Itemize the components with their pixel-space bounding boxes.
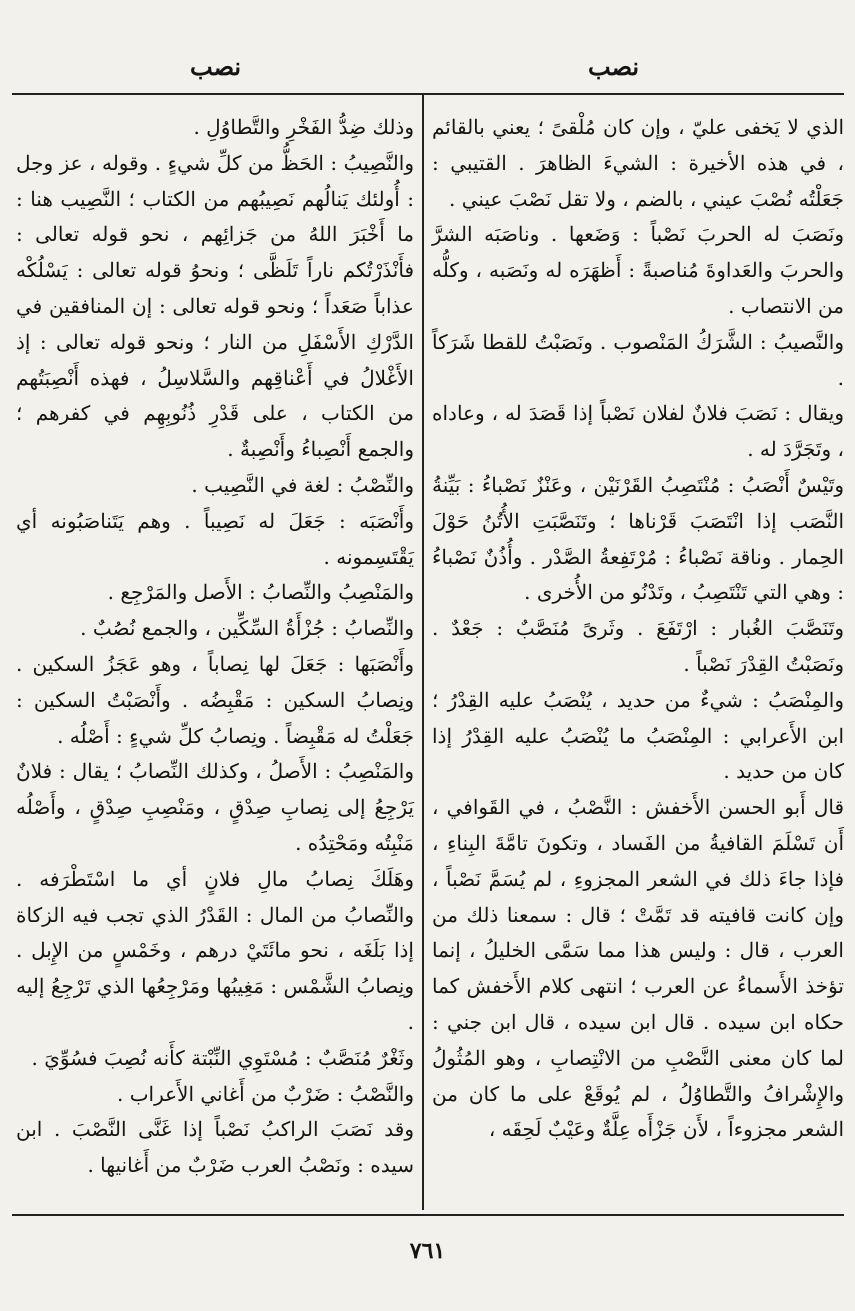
paragraph: وأَنْصَبَها : جَعَلَ لها نِصاباً ، وهو عَجَزُ السكين . ونِصابُ السكين : مَقْبِضُه . وأَنْصَبْتُ السكين : جَعَلْتُ له مَقْبِضاً . ونِصابُ كلِّ شيءٍ : أَصْلُه . [16,651,414,748]
paragraph: وأَنْصَبَه : جَعَلَ له نَصِيباً . وهم يَتَناصَبُونه أي يَقْتَسِمونه . [16,508,414,569]
paragraph: وتَنَصَّبَ الغُبار : ارْتَفَعَ . وثَرىً مُنَصَّبٌ : جَعْدٌ . ونَصَبْتُ القِدْرَ نَصْباً . [432,616,844,676]
paragraph: والنِّصْبُ : لغة في النَّصِيب . [191,472,414,497]
paragraph: والنَّصيبُ : الشَّرَكُ المَنْصوب . ونَصَبْتُ للقطا شَرَكاً . [432,329,844,390]
paragraph: وقد نَصَبَ الراكبُ نَصْباً إذا غَنَّى النَّصْبَ . ابن سيده : ونَصْبُ العرب ضَرْبٌ من أَغانيها . [16,1117,414,1178]
paragraph: والنَّصِيبُ : الحَظُّ من كلِّ شيءٍ . وقوله ، عز وجل : أُولئك يَنالُهم نَصِيبُهم من الكتاب ؛ النَّصِيب هنا : ما أَخْبَرَ اللهُ من جَزائِهم ، نحو قوله تعالى : فأَنْذَرْتُكم ناراً تَلَظَّى ؛ ونحوُ قوله تعالى : يَسْلُكْه عذاباً صَعَداً ؛ ونحو قوله تعالى : إن المنافقين في الدَّرْكِ الأَسْفَلِ من النار ؛ ونحو قوله تعالى : إذ الأَغْلالُ في أَعْناقِهم والسَّلاسِلُ ، فهذه أَنْصِبَتُهم من الكتاب ، على قَدْرِ ذُنُوبِهِم في كفرهم ؛ والجمع أَنْصِباءُ وأَنْصِبةٌ . [16,150,414,462]
paragraph: وذلك ضِدُّ الفَخْرِ والتَّطاوُلِ . [193,115,414,139]
paragraph: وثَغْرٌ مُنَصَّبٌ : مُسْتَوِي النِّبْتة كأَنه نُصِبَ فسُوِّيَ . [31,1045,414,1070]
running-headword-left: نصب [190,52,242,81]
paragraph: قال أَبو الحسن الأَخفش : النَّصْبُ ، في القَوافي ، أَن تَسْلَمَ القافيةُ من الفَساد ، وتكونَ تامَّةَ البِناءِ ، فإذا جاءَ ذلك في الشعر المجزوءِ ، لم يُسَمَّ نَصْباً ، وإن كانت قافيته قد تَمَّتْ ؛ قال : سمعنا ذلك من العرب ، قال : وليس هذا مما سَمَّى الخليلُ ، إنما تؤخذ الأَسماءُ عن العرب ؛ انتهى كلام الأَخفش كما حكاه ابن سيده . قال ابن سيده ، قال ابن جني : لما كان معنى النَّصْبِ من الانْتِصابِ ، وهو المُثُولُ والإِشْرافُ والتَّطاوُلُ ، لم يُوقَعْ على ما كان من الشعر مجزوءاً ، لأَن جَزْأَه عِلَّةٌ وعَيْبٌ لَحِقَه ، [432,795,844,1142]
column-divider [422,95,424,1210]
left-column [16,110,414,1184]
paragraph: والنِّصابُ : جُزْأَةُ السِّكِّين ، والجمع نُصُبٌ . [80,616,414,641]
paragraph: ونَصَبَ له الحربَ نَصْباً : وَضَعها . وناصَبَه الشرَّ والحربَ والعَداوةَ مُناصبةً : أَظهَرَه له ونَصَبه ، وكلُّه من الانتصاب . [432,222,844,318]
paragraph: الذي لا يَخفى عليّ ، وإن كان مُلْقىً ؛ يعني بالقائم ، في هذه الأخيرة : الشيءَ الظاهرَ . القتيبي : جَعَلْتُه نُصْبَ عيني ، بالضم ، ولا تقل نَصْبَ عيني . [432,115,844,211]
paragraph: والمَنْصِبُ : الأَصلُ ، وكذلك النِّصابُ ؛ يقال : فلانٌ يَرْجِعُ إلى نِصابِ صِدْقٍ ، ومَنْصِبِ صِدْقٍ ، وأَصْلُه مَنْبِتُه ومَحْتِدُه . [16,759,414,855]
right-column [432,110,844,1148]
paragraph: وتَيْسٌ أَنْصَبُ : مُنْتَصِبُ القَرْنَيْن ، وعَنْزٌ نَصْباءُ : بَيِّنةُ النَّصَب إذا انْتَصَبَ قَرْناها ؛ وتَنَصَّبَتِ الأُتُنُ حَوْلَ الحِمار . وناقة نَصْباءُ : مُرْتَفِعةُ الصَّدْر . وأُذُنٌ نَصْباءُ : وهي التي تَنْتَصِبُ ، وتَدْنُو من الأُخرى . [432,472,844,605]
paragraph: والمَنْصِبُ والنِّصابُ : الأَصل والمَرْجِع . [107,580,414,605]
paragraph: والمِنْصَبُ : شيءٌ من حديد ، يُنْصَبُ عليه القِدْرُ ؛ ابن الأَعرابي : المِنْصَبُ ما يُنْصَبُ عليه القِدْرُ إذا كان من حديد . [432,687,844,784]
running-headword-right: نصب [588,52,640,81]
page-number: ٧٦١ [409,1238,446,1264]
paragraph: والنَّصْبُ : ضَرْبٌ من أَغاني الأَعراب . [116,1081,414,1106]
paragraph: ويقال : نَصَبَ فلانٌ لفلان نَصْباً إذا قَصَدَ له ، وعاداه ، وتَجَرَّدَ له . [432,401,844,462]
paragraph: وهَلَكَ نِصابُ مالِ فلانٍ أي ما اسْتَطْرَفه . والنِّصابُ من المال : القَدْرُ الذي تجب فيه الزكاة إذا بَلَغَه ، نحو مائَتَيْ درهم ، وخَمْسٍ من الإِبل . ونِصابُ الشَّمْس : مَغِيبُها ومَرْجِعُها الذي تَرْجِعُ إليه . [16,866,415,1034]
footer-rule [12,1214,844,1216]
header-rule [12,93,844,95]
